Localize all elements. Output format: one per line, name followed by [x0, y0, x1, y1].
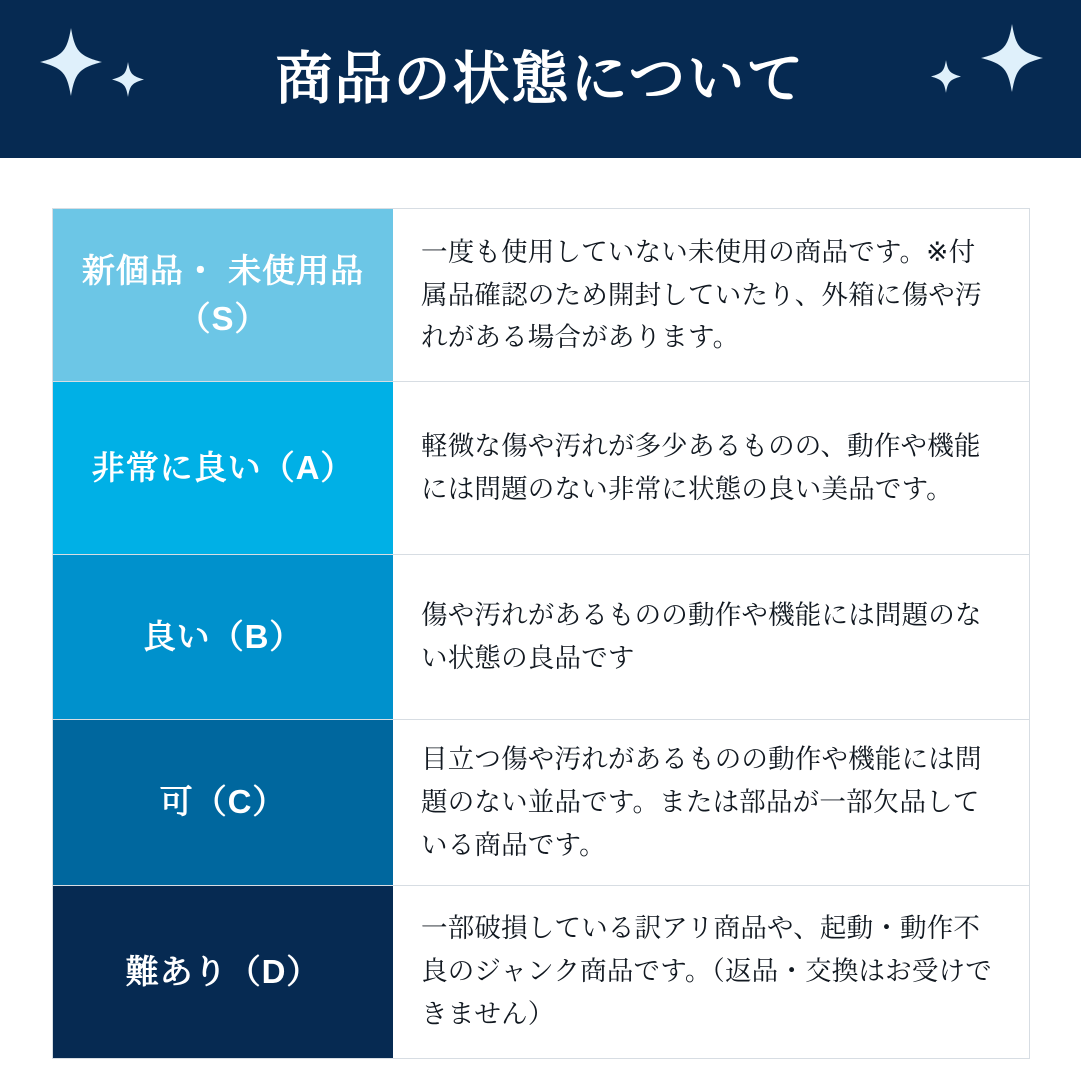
- grade-label-line1: 新個品・: [81, 252, 218, 290]
- grade-label-line1: 非常に良い（A）: [91, 449, 355, 487]
- grade-label-line1: 難あり（D）: [125, 952, 321, 990]
- condition-grade-b: [53, 555, 393, 719]
- condition-description-a: 軽微な傷や汚れが多少あるものの、動作や機能には問題のない非常に状態の良い美品です。: [421, 431, 981, 504]
- sparkle-icon: [981, 24, 1043, 92]
- page-title: 商品の状態について: [275, 46, 806, 111]
- table-row: [53, 382, 1029, 555]
- condition-grade-c: [53, 720, 393, 885]
- condition-description-c: 目立つ傷や汚れがあるものの動作や機能には問題のない並品です。または部品が一部欠品している商品です。: [421, 744, 982, 860]
- condition-grade-a: [53, 382, 393, 554]
- table-row: [53, 555, 1029, 720]
- condition-description-b: 傷や汚れがあるものの動作や機能には問題のない状態の良品です: [421, 600, 982, 673]
- condition-description-s: 一度も使用していない未使用の商品です。※付属品確認のため開封していたり、外箱に傷や汚れがある場合があります。: [421, 236, 982, 353]
- sparkle-icon: [40, 28, 102, 96]
- page-header: [0, 0, 1081, 158]
- condition-grade-d: [53, 886, 393, 1058]
- sparkle-icon: [931, 60, 961, 93]
- condition-description-d: 一部破損している訳アリ商品や、起動・動作不良のジャンク商品です。（返品・交換はお受けできません）: [421, 913, 992, 1030]
- grade-label-line2: 未使用品（S）: [177, 252, 365, 337]
- sparkle-icon: [112, 62, 144, 97]
- table-row: [53, 886, 1029, 1058]
- table-row: [53, 720, 1029, 886]
- condition-grade-s: [53, 209, 393, 381]
- grade-label-line1: 可（C）: [159, 783, 287, 821]
- grade-label-line1: 良い（B）: [142, 618, 304, 656]
- condition-table: [52, 208, 1030, 1059]
- table-row: [53, 209, 1029, 382]
